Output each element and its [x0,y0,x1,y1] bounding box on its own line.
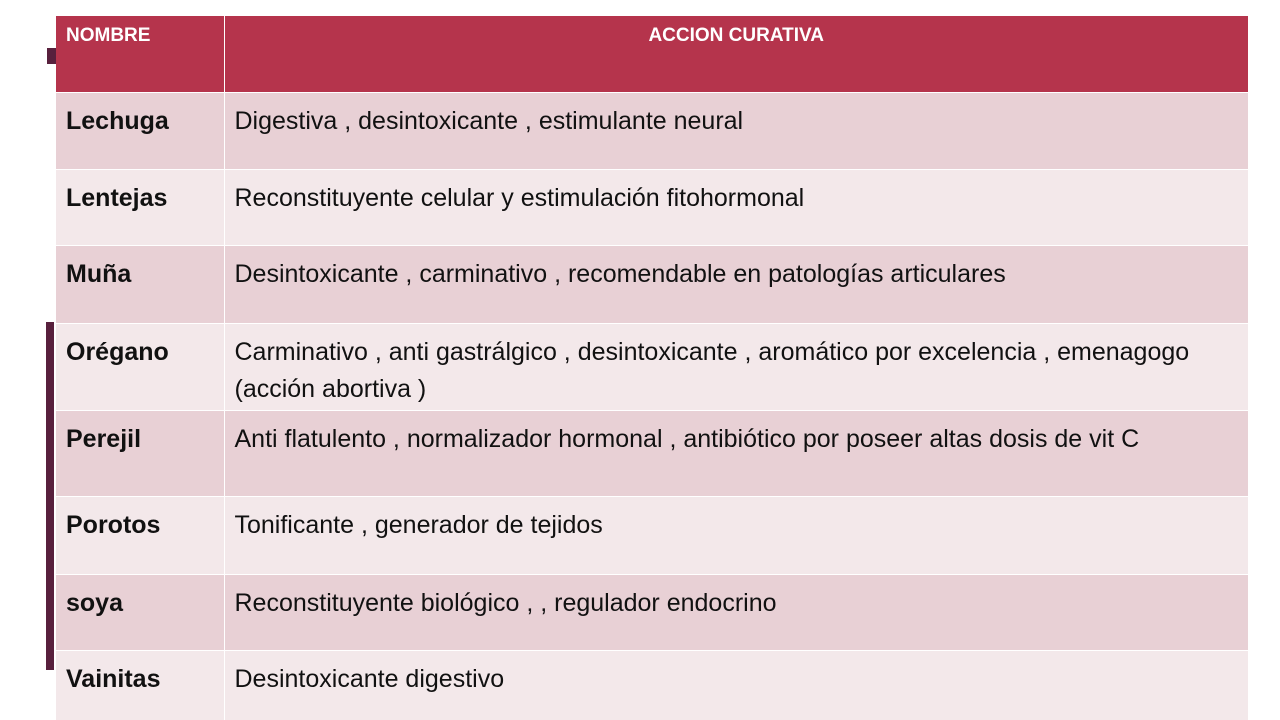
row-action: Anti flatulento , normalizador hormonal , antibiótico por poseer altas dosis de vit C [224,410,1248,496]
row-name: Vainitas [56,650,224,720]
row-action: Tonificante , generador de tejidos [224,496,1248,574]
table-header-row [56,16,1248,92]
table-row [56,574,1248,650]
row-action: Carminativo , anti gastrálgico , desintoxicante , aromático por excelencia , emenagogo (acción abortiva ) [224,323,1248,410]
row-action: Reconstituyente biológico , , regulador endocrino [224,574,1248,650]
row-action: Desintoxicante , carminativo , recomendable en patologías articulares [224,245,1248,323]
table-row [56,650,1248,720]
row-action: Digestiva , desintoxicante , estimulante neural [224,92,1248,169]
row-name: Perejil [56,410,224,496]
table-row [56,496,1248,574]
accent-bar [46,322,54,670]
remedies-table [56,16,1248,720]
table-row [56,245,1248,323]
row-name: Porotos [56,496,224,574]
row-name: Orégano [56,323,224,410]
table-row [56,410,1248,496]
row-name: Lentejas [56,169,224,245]
header-nombre: NOMBRE [56,16,224,92]
row-name: Muña [56,245,224,323]
row-action: Desintoxicante digestivo [224,650,1248,720]
row-name: Lechuga [56,92,224,169]
table-row [56,169,1248,245]
table-row [56,323,1248,410]
header-accion-curativa: ACCION CURATIVA [224,16,1248,92]
remedies-table-grid [56,16,1248,720]
row-name: soya [56,574,224,650]
row-action: Reconstituyente celular y estimulación fitohormonal [224,169,1248,245]
accent-square [47,48,56,64]
table-row [56,92,1248,169]
